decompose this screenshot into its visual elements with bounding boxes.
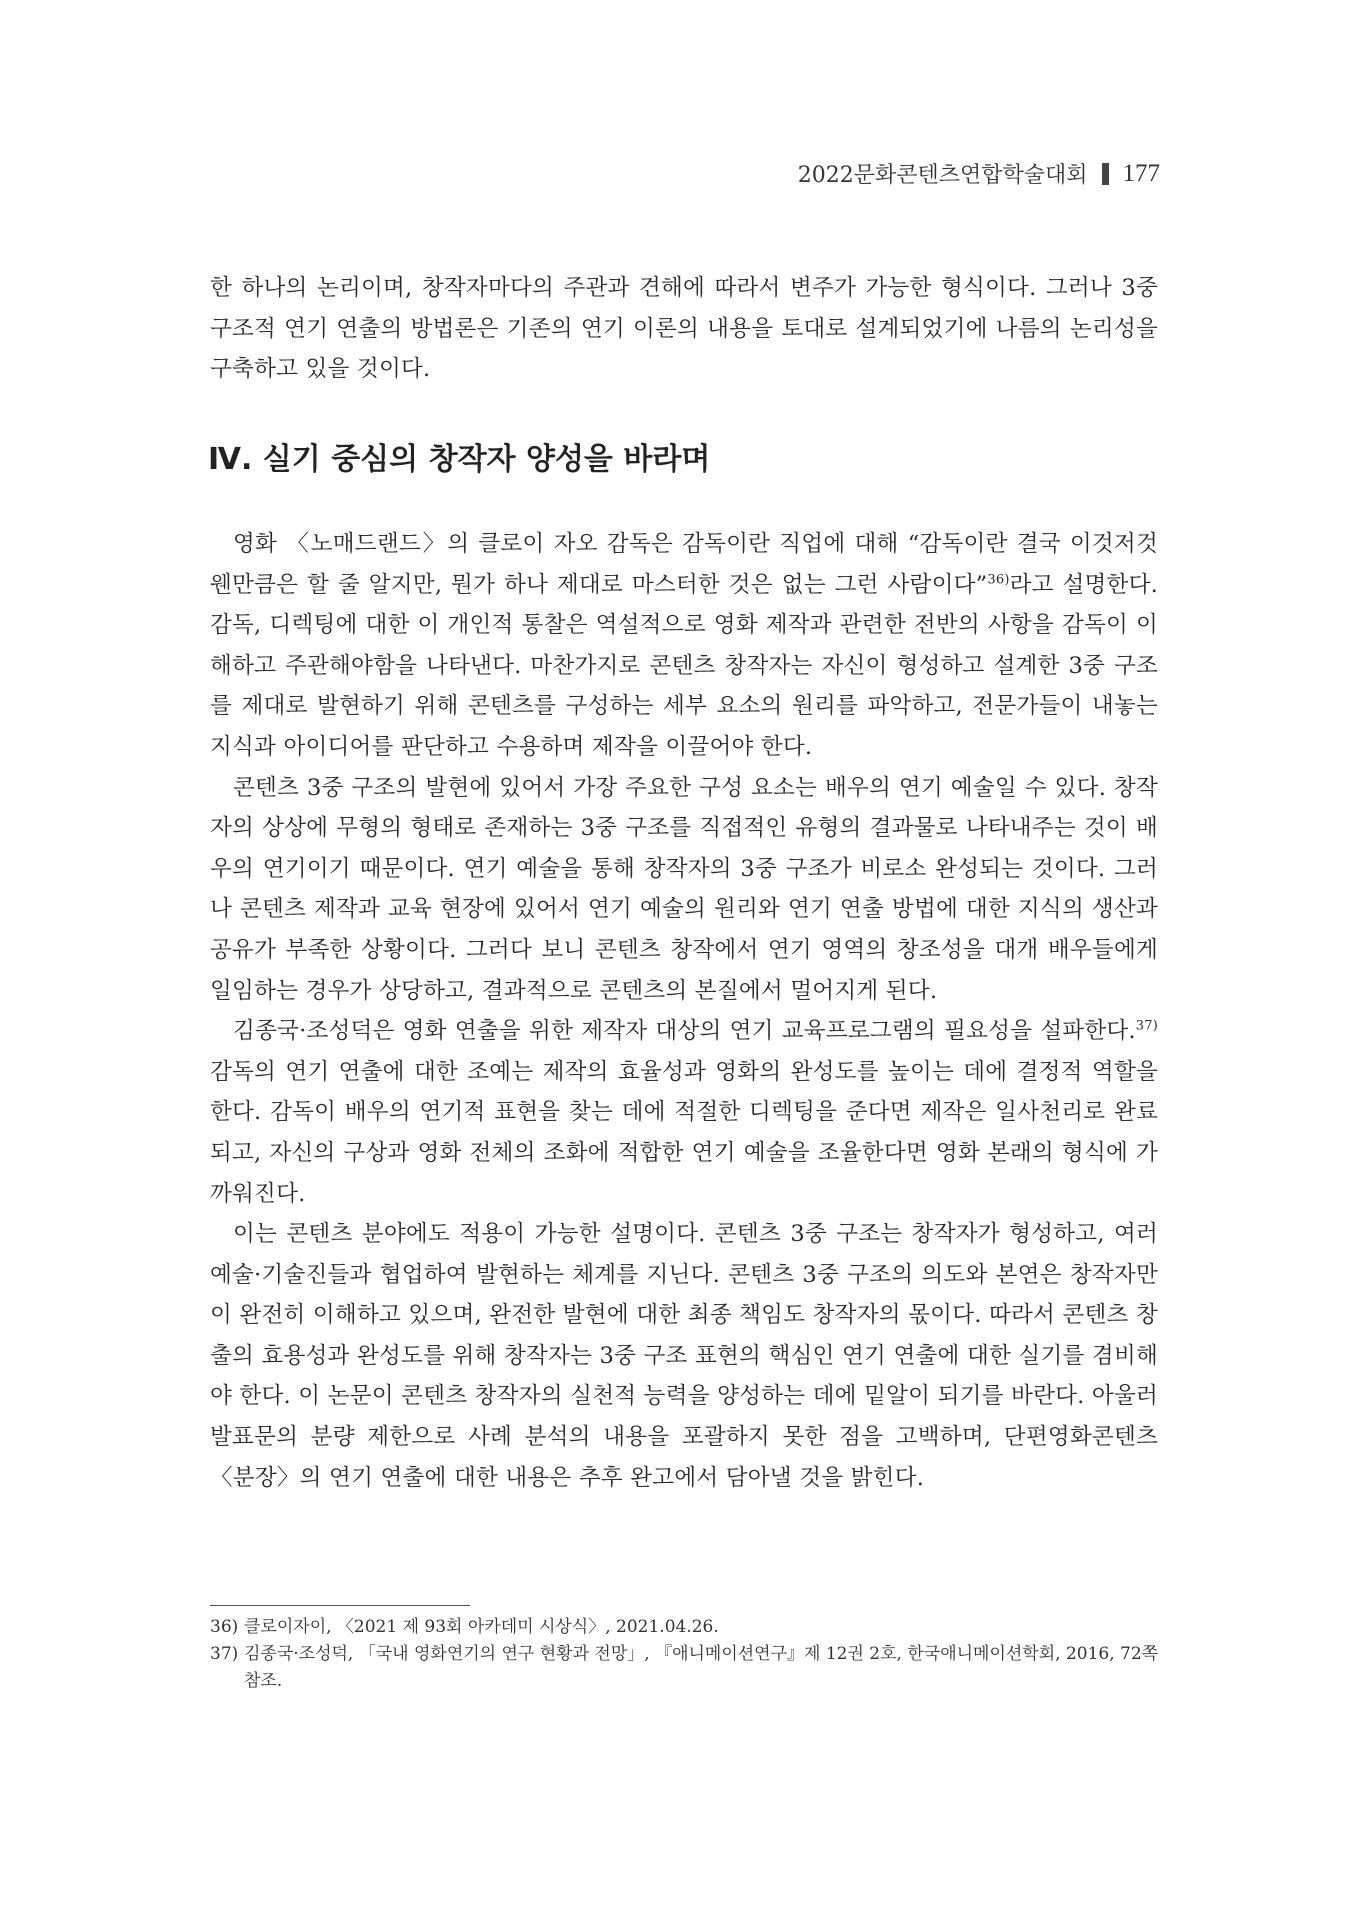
intro-paragraph: 한 하나의 논리이며, 창작자마다의 주관과 견해에 따라서 변주가 가능한 형식이다. 그러나 3중 구조적 연기 연출의 방법론은 기존의 연기 이론의 내용을 토대로 설계되었기에 나름의 논리성을 구축하고 있을 것이다. [210,275,1158,383]
footnote-number: 36) [210,1617,239,1637]
paragraph-text: 감독의 연기 연출에 대한 조예는 제작의 효율성과 영화의 완성도를 높이는 데에 결정적 역할을 한다. 감독이 배우의 연기적 표현을 찾는 데에 적절한 디렉팅을 준다면 제작은 일사천리로 완료되고, 자신의 구상과 영화 전체의 조화에 적합한 연기 예술을 조율한다면 영화 본래의 형식에 가까워진다. [210,1058,1158,1207]
intro-paragraph-block [210,268,1158,390]
body-paragraph-1 [210,524,1158,768]
body-paragraph-3 [210,1011,1158,1214]
footnote-37 [210,1641,1170,1695]
body-paragraph-2 [210,768,1158,1012]
section-title: Ⅳ. 실기 중심의 창작자 양성을 바라며 [208,442,711,477]
footnote-36 [210,1614,1170,1641]
footnote-text: 클로이자이, 〈2021 제 93회 아카데미 시상식〉, 2021.04.26. [244,1617,719,1637]
running-head-title: 2022문화콘텐츠연합학술대회 [797,163,1088,188]
footnote-divider [210,1605,470,1606]
footnote-ref-36[interactable]: 36) [987,572,1010,588]
page-number: 177 [1122,159,1160,187]
running-head [798,158,1160,189]
body-paragraph-4 [210,1214,1158,1498]
paragraph-text: 김종국·조성덕은 영화 연출을 위한 제작자 대상의 연기 교육프로그램의 필요성을 설파한다. [233,1018,1136,1045]
separator-bar [1102,163,1109,185]
paragraph-text: 이는 콘텐츠 분야에도 적용이 가능한 설명이다. 콘텐츠 3중 구조는 창작자가 형성하고, 여러 예술·기술진들과 협업하여 발현하는 체계를 지닌다. 콘텐츠 3중 구조의 의도와 본연은 창작자만이 완전히 이해하고 있으며, 완전한 발현에 대한 최종 책임도 창작자의 몫이다. 따라서 콘텐츠 창출의 효용성과 완성도를 위해 창작자는 3중 구조 표현의 핵심인 연기 연출에 대한 실기를 겸비해야 한다. 이 논문이 콘텐츠 창작자의 실천적 능력을 양성하는 데에 밑알이 되기를 바란다. 아울러 발표문의 분량 제한으로 사례 분석의 내용을 포괄하지 못한 점을 고백하며, 단편영화콘텐츠 〈분장〉의 연기 연출에 대한 내용은 추후 완고에서 담아낼 것을 밝힌다. [210,1221,1158,1491]
section-body [210,524,1158,1498]
footnote-text: 김종국·조성덕, 「국내 영화연기의 연구 현황과 전망」, 『애니메이션연구』제 12권 2호, 한국애니메이션학회, 2016, 72쪽 참조. [244,1644,1159,1691]
footnote-ref-37[interactable]: 37) [1135,1018,1158,1034]
footnotes [210,1614,1170,1695]
paragraph-text: 라고 설명한다. 감독, 디렉팅에 대한 이 개인적 통찰은 역설적으로 영화 제작과 관련한 전반의 사항을 감독이 이해하고 주관해야함을 나타낸다. 마찬가지로 콘텐츠 창작자는 자신이 형성하고 설계한 3중 구조를 제대로 발현하기 위해 콘텐츠를 구성하는 세부 요소의 원리를 파악하고, 전문가들이 내놓는 지식과 아이디어를 판단하고 수용하며 제작을 이끌어야 한다. [210,571,1158,760]
footnote-number: 37) [210,1644,239,1664]
paragraph-text: 콘텐츠 3중 구조의 발현에 있어서 가장 주요한 구성 요소는 배우의 연기 예술일 수 있다. 창작자의 상상에 무형의 형태로 존재하는 3중 구조를 직접적인 유형의 결과물로 나타내주는 것이 배우의 연기이기 때문이다. 연기 예술을 통해 창작자의 3중 구조가 비로소 완성되는 것이다. 그러나 콘텐츠 제작과 교육 현장에 있어서 연기 예술의 원리와 연기 연출 방법에 대한 지식의 생산과 공유가 부족한 상황이다. 그러다 보니 콘텐츠 창작에서 연기 영역의 창조성을 대개 배우들에게 일임하는 경우가 상당하고, 결과적으로 콘텐츠의 본질에서 멀어지게 된다. [210,774,1158,1004]
paragraph-text: 영화 〈노매드랜드〉의 클로이 자오 감독은 감독이란 직업에 대해 “감독이란 결국 이것저것 웬만큼은 할 줄 알지만, 뭔가 하나 제대로 마스터한 것은 없는 그런 사람이다” [210,531,1158,598]
